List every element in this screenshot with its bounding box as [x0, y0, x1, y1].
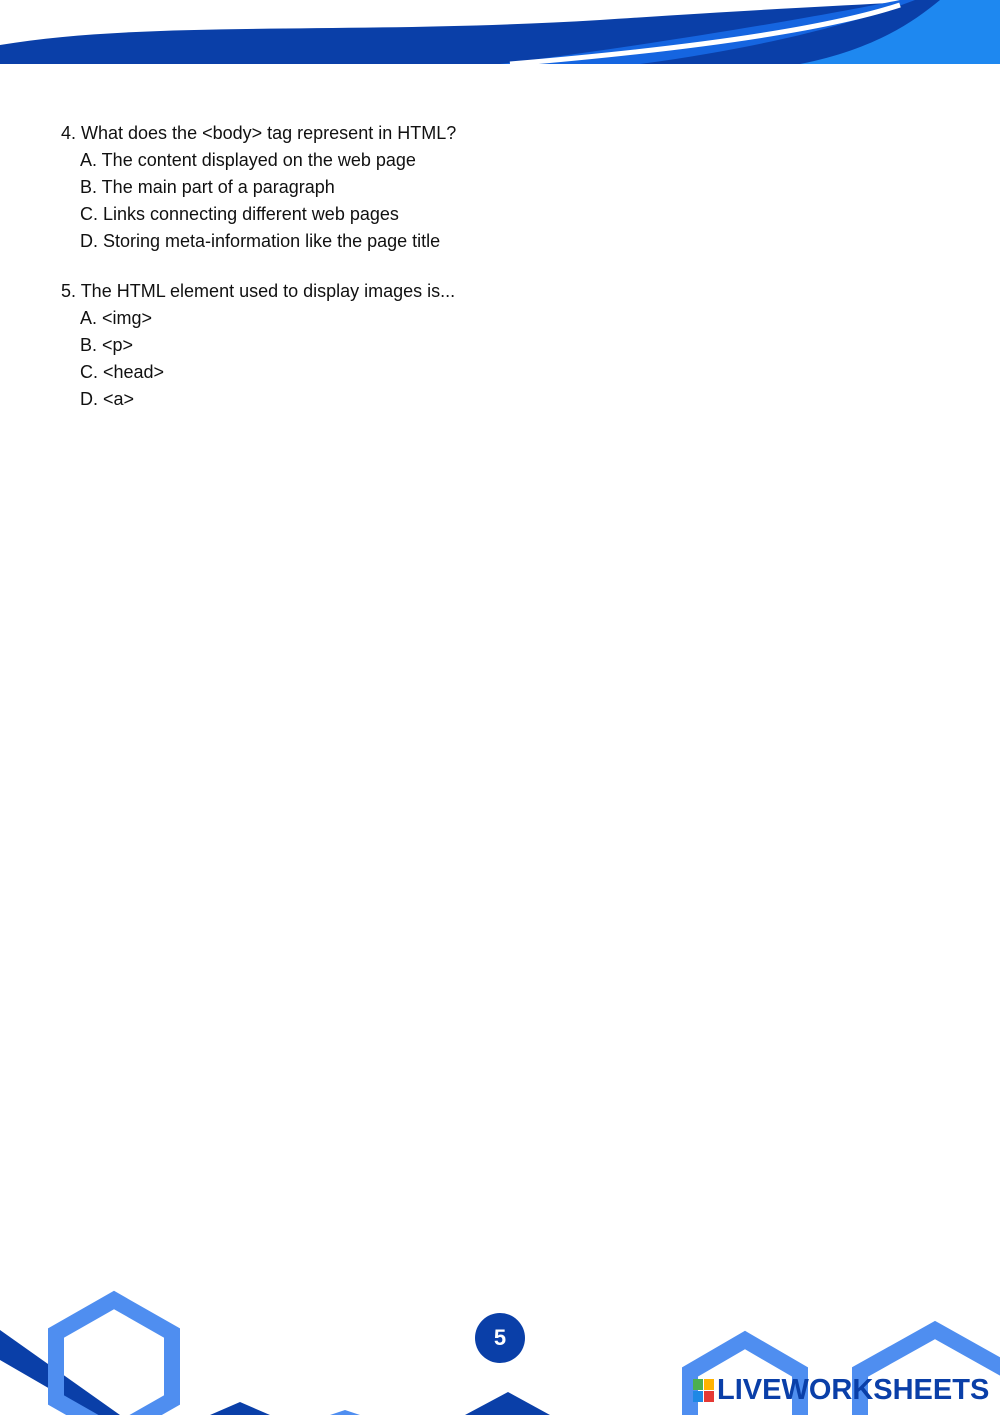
answer-option-c[interactable]: C. <head> [80, 362, 165, 382]
questions-section [61, 120, 661, 436]
answer-option-a[interactable]: A. <img> [80, 308, 153, 328]
answer-option-d[interactable]: D. <a> [80, 389, 135, 409]
page-number-badge: 5 [475, 1313, 525, 1363]
question-5 [61, 278, 661, 413]
liveworksheets-logo-text: LIVEWORKSHEETS [717, 1373, 990, 1406]
header-wave-decoration [0, 0, 1000, 70]
answer-option-a[interactable]: A. The content displayed on the web page [80, 150, 416, 170]
answer-option-b[interactable]: B. <p> [80, 335, 134, 355]
liveworksheets-logo [693, 1372, 989, 1408]
liveworksheets-mark-icon [693, 1377, 715, 1403]
answer-option-c[interactable]: C. Links connecting different web pages [80, 204, 399, 224]
question-text: 4. What does the <body> tag represent in HTML? [61, 123, 457, 143]
answer-option-d[interactable]: D. Storing meta-information like the page title [80, 231, 441, 251]
question-text: 5. The HTML element used to display images is... [61, 281, 456, 301]
question-4 [61, 120, 661, 255]
answer-option-b[interactable]: B. The main part of a paragraph [80, 177, 335, 197]
